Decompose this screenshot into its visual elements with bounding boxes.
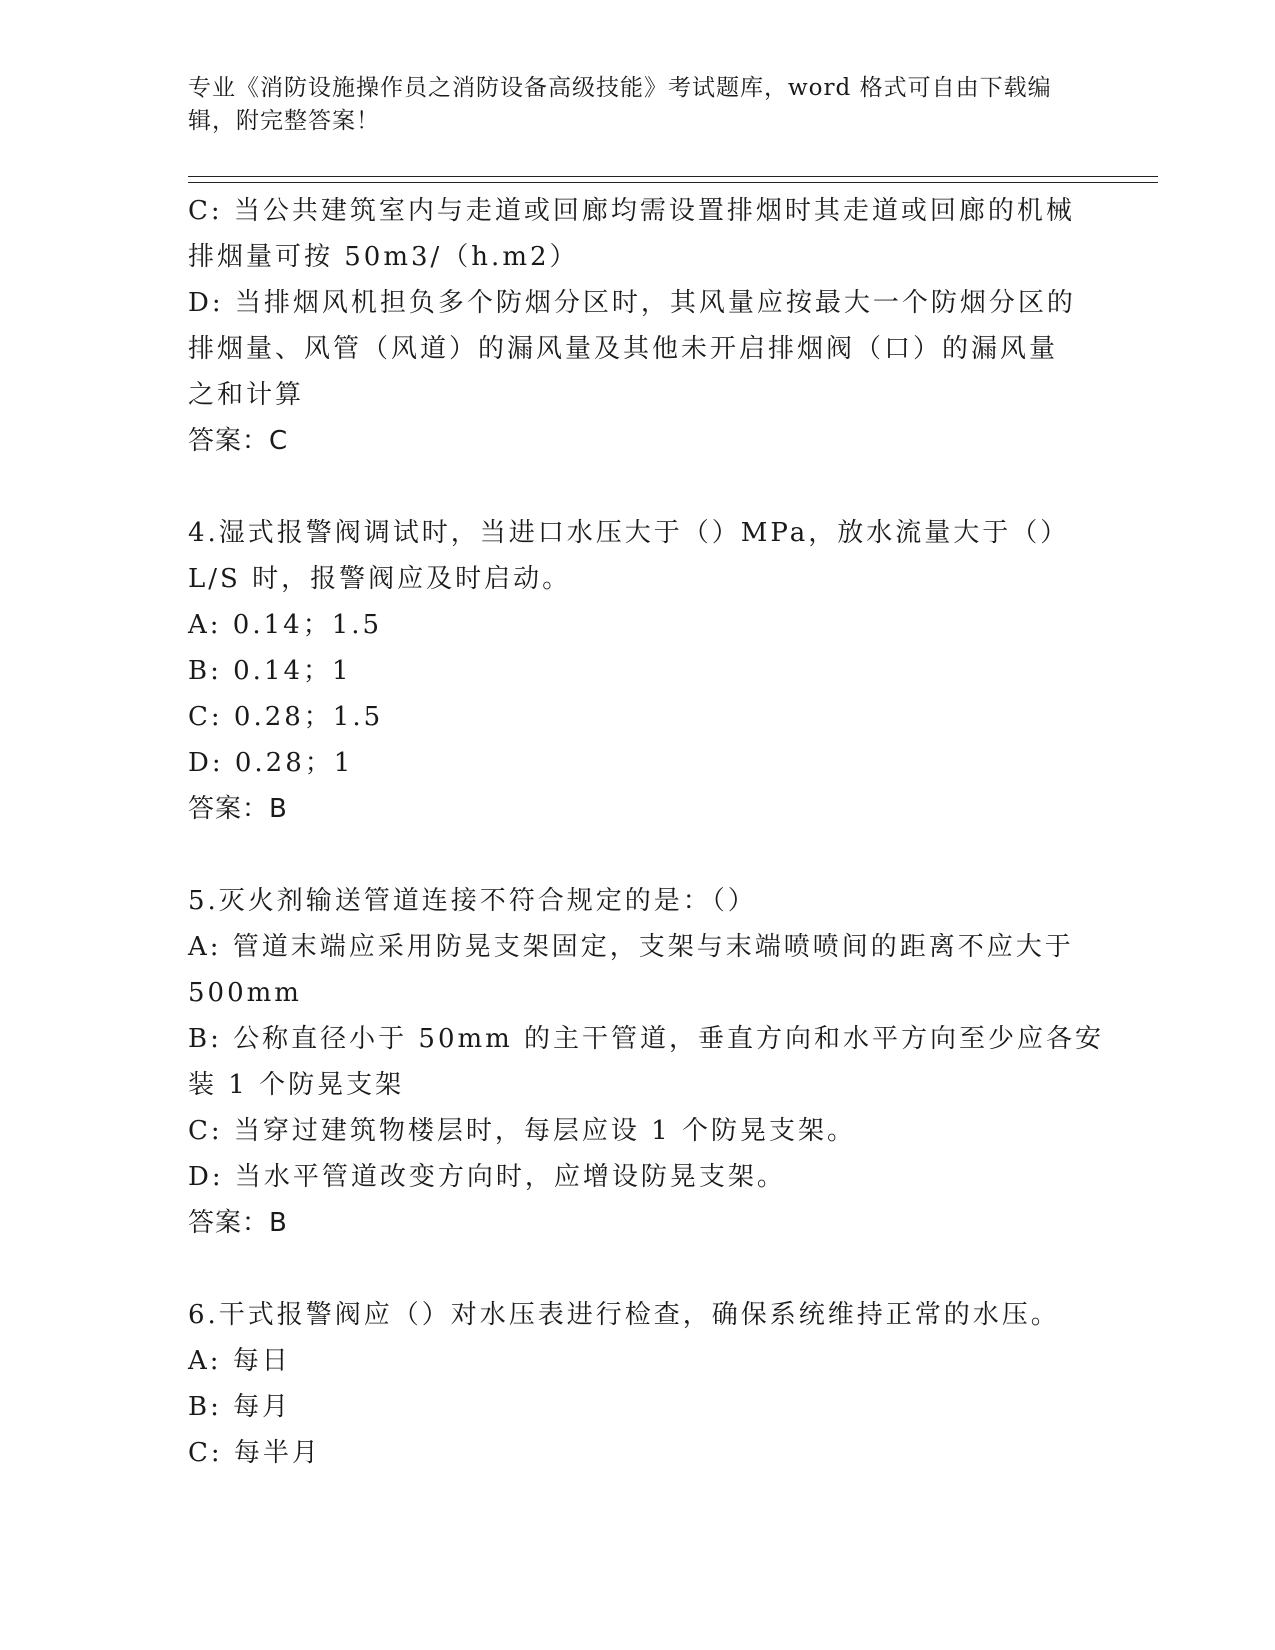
- spacer: [188, 464, 1088, 510]
- header-divider-top: [188, 176, 1158, 177]
- option-a-line-2: 500mm: [188, 978, 302, 1008]
- question-stem: 6.干式报警阀应（）对水压表进行检查，确保系统维持正常的水压。: [188, 1300, 1060, 1330]
- question-stem-line-1: 4.湿式报警阀调试时，当进口水压大于（）MPa，放水流量大于（）: [188, 518, 1070, 548]
- option-a-line-1: A: 管道末端应采用防晃支架固定，支架与末端喷喷间的距离不应大于: [188, 932, 1074, 962]
- option-d-line-1: D: 当排烟风机担负多个防烟分区时，其风量应按最大一个防烟分区的: [188, 288, 1076, 318]
- question-3-continued: [188, 188, 1088, 464]
- question-stem: 5.灭火剂输送管道连接不符合规定的是：（）: [188, 886, 757, 916]
- option-c-line-2: 排烟量可按 50m3/（h.m2）: [188, 242, 579, 272]
- option-a: A: 每日: [188, 1346, 291, 1376]
- spacer: [188, 832, 1088, 878]
- answer-line: 答案：B: [188, 794, 288, 824]
- option-b: B: 每月: [188, 1392, 292, 1422]
- question-stem-line-2: L/S 时，报警阀应及时启动。: [188, 564, 572, 594]
- question-4: [188, 510, 1088, 832]
- header-line-1: 专业《消防设施操作员之消防设备高级技能》考试题库，word 格式可自由下载编: [188, 75, 1052, 101]
- option-c: C: 0.28；1.5: [188, 702, 384, 732]
- option-c: C: 当穿过建筑物楼层时，每层应设 1 个防晃支架。: [188, 1116, 856, 1146]
- answer-line: 答案：C: [188, 426, 289, 456]
- question-content: [188, 188, 1105, 1476]
- option-a: A: 0.14；1.5: [188, 610, 383, 640]
- question-6: [188, 1292, 1088, 1476]
- spacer: [188, 1246, 1088, 1292]
- option-b-line-1: B: 公称直径小于 50mm 的主干管道，垂直方向和水平方向至少应各安: [188, 1024, 1105, 1054]
- question-5: [188, 878, 1105, 1246]
- answer-line: 答案：B: [188, 1208, 288, 1238]
- option-d-line-3: 之和计算: [188, 380, 305, 410]
- option-d: D: 0.28；1: [188, 748, 354, 778]
- header-line-2: 辑，附完整答案！: [188, 108, 380, 134]
- header-divider-bottom: [188, 182, 1158, 183]
- option-b: B: 0.14；1: [188, 656, 352, 686]
- option-d: D: 当水平管道改变方向时，应增设防晃支架。: [188, 1162, 786, 1192]
- option-c-line-1: C: 当公共建筑室内与走道或回廊均需设置排烟时其走道或回廊的机械: [188, 196, 1075, 226]
- option-d-line-2: 排烟量、风管（风道）的漏风量及其他未开启排烟阀（口）的漏风量: [188, 334, 1059, 364]
- option-c: C: 每半月: [188, 1438, 321, 1468]
- document-header: [188, 72, 1088, 138]
- option-b-line-2: 装 1 个防晃支架: [188, 1070, 405, 1100]
